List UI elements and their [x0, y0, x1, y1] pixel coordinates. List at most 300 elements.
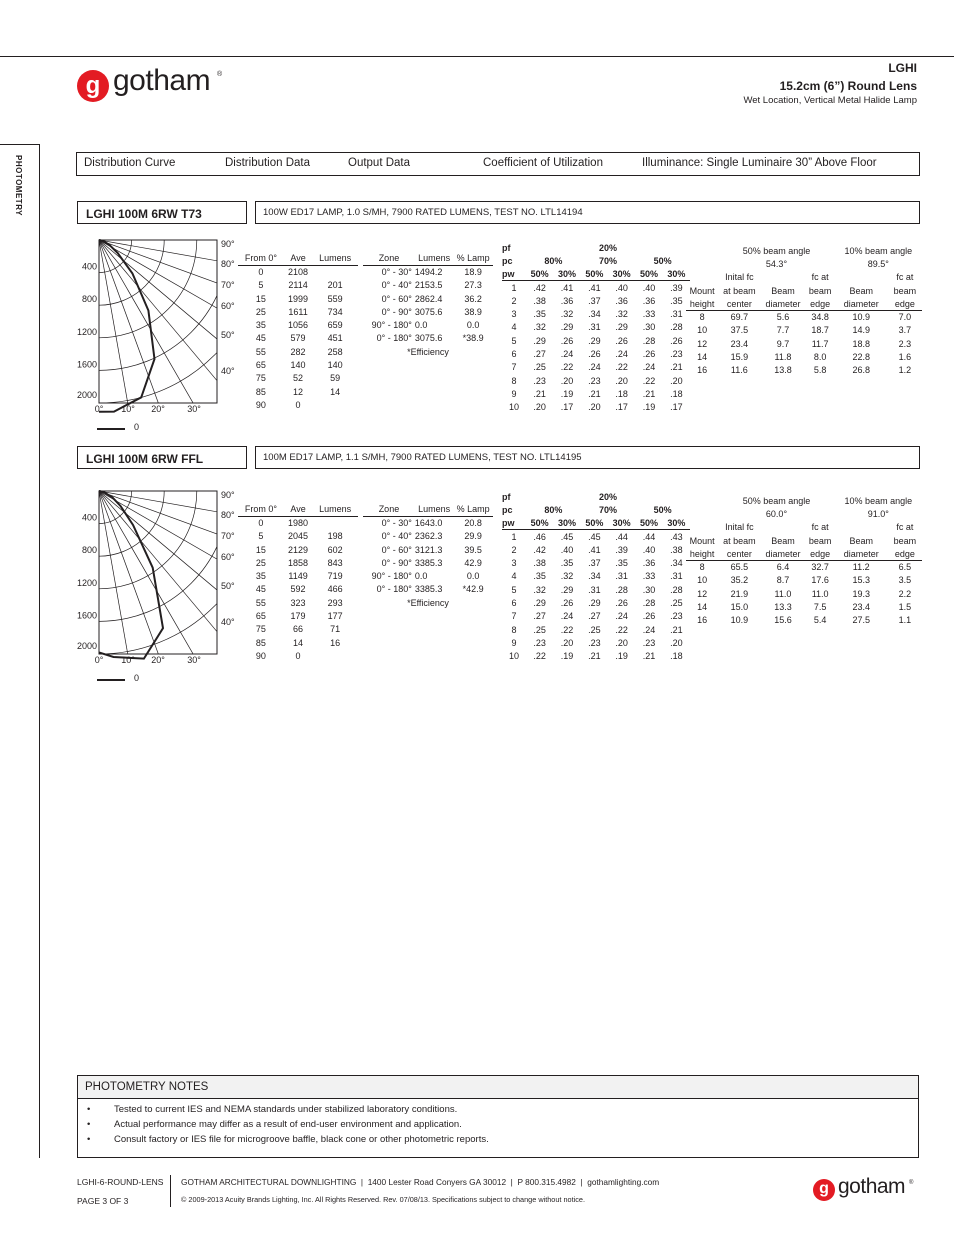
grid-radial-line — [99, 491, 240, 688]
illuminance-cell: 23.4 — [730, 338, 749, 349]
candela-cell: 71 — [330, 624, 341, 635]
cu-row — [502, 556, 690, 569]
illuminance-row — [686, 337, 922, 350]
cu-pf-value: 20% — [598, 242, 617, 253]
blank-cell — [686, 494, 718, 507]
tab-illuminance[interactable]: Illuminance: Single Luminaire 30” Above Floor — [642, 157, 877, 169]
cu-pc-value: 50% — [653, 255, 672, 266]
footer-page-number: PAGE 3 OF 3 — [77, 1196, 129, 1206]
illuminance-cell: 15.0 — [730, 602, 749, 613]
section-2-candela-table — [238, 503, 358, 663]
cu-pw-row — [502, 268, 690, 281]
candela-cell: 659 — [327, 320, 343, 331]
tab-distribution-data[interactable]: Distribution Data — [225, 157, 311, 169]
candela-row — [238, 318, 358, 331]
zonal-row — [363, 279, 493, 292]
cu-cell: .20 — [615, 375, 628, 386]
cu-cell: .26 — [588, 349, 601, 360]
beam50-label: 50% beam angle — [742, 245, 811, 256]
zonal-cell: 20.8 — [464, 518, 482, 529]
illuminance-cell: 22.8 — [852, 352, 870, 363]
illuminance-cell: 16 — [697, 365, 708, 376]
candela-cell: 45 — [255, 584, 266, 595]
column-header: Ave — [284, 252, 313, 265]
cu-pw-value: 30% — [608, 517, 635, 530]
blank-cell — [686, 257, 718, 270]
candela-row — [238, 372, 358, 385]
bullet-icon: • — [87, 1104, 91, 1115]
cu-row — [502, 307, 690, 320]
angle-label: 80° — [221, 510, 235, 520]
cu-pc-value: 70% — [598, 504, 617, 515]
column-header: From 0° — [238, 252, 284, 265]
column-header: Ave — [284, 503, 313, 516]
illuminance-cell: 11.6 — [730, 365, 748, 376]
efficiency-note: *Efficiency — [407, 598, 449, 609]
cu-cell: .21 — [670, 624, 683, 635]
beam-angle-value-row — [686, 257, 922, 270]
cu-cell: .22 — [533, 651, 546, 662]
candela-cell: 45 — [255, 333, 266, 344]
brand-name: gotham — [113, 64, 211, 97]
cu-cell: .23 — [533, 637, 546, 648]
beam10-label: 10% beam angle — [844, 245, 913, 256]
section-2-polar-chart — [70, 483, 240, 688]
cu-row — [502, 610, 690, 623]
illuminance-cell: 10.9 — [852, 312, 870, 323]
beam50-label: 50% beam angle — [742, 495, 811, 506]
cu-cell: .39 — [670, 282, 683, 293]
cu-pc-value: 70% — [598, 255, 617, 266]
cu-row — [502, 583, 690, 596]
cu-cell: 1 — [511, 531, 517, 542]
candela-cell: 734 — [327, 306, 343, 317]
illuminance-row — [686, 600, 922, 613]
illuminance-cell: 19.3 — [852, 588, 870, 599]
candela-cell: 90 — [255, 650, 266, 661]
angle-label: 80° — [221, 259, 235, 269]
illuminance-cell: 34.8 — [811, 312, 829, 323]
cu-cell: 6 — [511, 349, 517, 360]
grid-radial-line — [99, 491, 236, 688]
cu-row — [502, 361, 690, 374]
tab-coefficient-utilization[interactable]: Coefficient of Utilization — [483, 157, 603, 169]
illuminance-header-row — [686, 534, 922, 547]
column-header: Lumens — [312, 252, 358, 265]
angle-label: 90° — [221, 239, 235, 249]
illuminance-cell: 14 — [697, 602, 708, 613]
legend-value: 0 — [134, 422, 140, 432]
cu-row — [502, 596, 690, 609]
candela-cell: 75 — [255, 624, 266, 635]
cu-row — [502, 347, 690, 360]
candela-row — [238, 345, 358, 358]
candela-row — [238, 569, 358, 582]
column-header: fc at — [896, 272, 914, 283]
bottom-angle-label: 30° — [187, 655, 201, 665]
candela-row — [238, 556, 358, 569]
footer-brand-name: gotham — [838, 1175, 906, 1198]
zonal-cell: 38.9 — [464, 306, 482, 317]
cu-row — [502, 294, 690, 307]
radial-label: 1600 — [76, 359, 97, 370]
cu-pw-value: 50% — [581, 268, 608, 281]
zonal-cell: 2362.3 — [414, 531, 443, 542]
candela-cell: 25 — [255, 557, 266, 568]
candela-cell: 179 — [290, 611, 306, 622]
zonal-cell: 2862.4 — [414, 293, 443, 304]
cu-cell: .25 — [588, 624, 601, 635]
cu-cell: .34 — [588, 571, 601, 582]
zonal-cell: 3075.6 — [414, 333, 443, 344]
zonal-cell: 90° - 180° — [371, 320, 412, 331]
candela-row — [238, 649, 358, 662]
illuminance-row — [686, 574, 922, 587]
column-header: edge — [806, 547, 835, 560]
illuminance-cell: 10.9 — [730, 615, 749, 626]
zonal-cell: 18.9 — [464, 267, 482, 278]
illuminance-header-row — [686, 297, 922, 310]
zonal-cell: 1494.2 — [414, 267, 443, 278]
cu-cell: .31 — [588, 322, 601, 333]
candela-cell: 59 — [330, 373, 341, 384]
cu-cell: .34 — [670, 558, 683, 569]
section-1-cu-table — [502, 241, 690, 414]
illuminance-cell: 8 — [699, 312, 705, 323]
cu-pw-value: 50% — [581, 517, 608, 530]
illuminance-cell: 15.9 — [730, 352, 749, 363]
cu-cell: .40 — [642, 544, 656, 555]
radial-label: 400 — [81, 261, 97, 272]
column-header: at beam — [723, 535, 756, 546]
zonal-cell: 3385.3 — [414, 584, 443, 595]
illuminance-cell: 2.2 — [898, 588, 912, 599]
cu-cell: .38 — [533, 295, 546, 306]
tab-output-data[interactable]: Output Data — [348, 157, 411, 169]
candela-cell: 14 — [330, 386, 341, 397]
cu-cell: .18 — [615, 388, 628, 399]
candela-cell: 258 — [327, 346, 343, 357]
cu-cell: .28 — [670, 584, 683, 595]
cu-cell: .17 — [560, 402, 574, 413]
illuminance-cell: 35.2 — [730, 575, 749, 586]
cu-cell: 5 — [511, 335, 517, 346]
cu-cell: .22 — [615, 624, 628, 635]
cu-cell: 9 — [511, 637, 517, 648]
radial-label: 2000 — [76, 390, 97, 400]
candela-row — [238, 609, 358, 622]
cu-cell: .42 — [533, 282, 546, 293]
zonal-row — [363, 516, 493, 529]
candela-row — [238, 583, 358, 596]
column-header — [835, 271, 888, 284]
cu-cell: .32 — [533, 584, 546, 595]
cu-cell: .22 — [642, 375, 656, 386]
column-header — [760, 521, 805, 534]
column-header: diameter — [835, 547, 888, 560]
candela-row — [238, 543, 358, 556]
cu-pw-value: 50% — [526, 517, 553, 530]
section-2-cu-table — [502, 490, 690, 663]
cu-cell: .28 — [670, 322, 683, 333]
candela-cell: 843 — [327, 557, 343, 568]
cu-cell: .32 — [560, 571, 574, 582]
illuminance-cell: 65.5 — [730, 562, 749, 573]
illuminance-cell: 8.7 — [776, 575, 790, 586]
footer-divider — [170, 1175, 171, 1207]
cu-pf-row — [502, 490, 690, 503]
beam50-value: 54.3° — [765, 258, 788, 269]
gotham-logo-icon — [77, 70, 109, 102]
angle-label: 40° — [221, 366, 235, 376]
cu-cell: .44 — [642, 531, 656, 542]
column-header: Beam — [771, 285, 795, 296]
cu-pw-value: 30% — [663, 517, 690, 530]
candela-cell: 90 — [255, 399, 266, 410]
column-header: center — [718, 547, 760, 560]
tab-distribution-curve[interactable]: Distribution Curve — [84, 157, 176, 169]
illuminance-cell: 6.4 — [776, 562, 790, 573]
column-header: beam — [808, 285, 832, 296]
section-1-title: LGHI 100M 6RW T73 — [77, 201, 247, 224]
candela-cell — [312, 265, 358, 278]
cu-pc-row — [502, 503, 690, 516]
legend-value: 0 — [134, 673, 140, 683]
illuminance-header-row — [686, 271, 922, 284]
zonal-row — [363, 556, 493, 569]
cu-cell: 6 — [511, 598, 517, 609]
illuminance-cell: 5.4 — [813, 615, 827, 626]
illuminance-cell: 26.8 — [852, 365, 870, 376]
column-header: Mount — [689, 285, 715, 296]
candela-row — [238, 398, 358, 411]
candela-cell: 55 — [255, 346, 266, 357]
candela-cell: 592 — [290, 584, 306, 595]
illuminance-cell: 8 — [699, 562, 705, 573]
candela-cell: 282 — [290, 346, 306, 357]
cu-cell: .22 — [560, 362, 574, 373]
photometry-notes-title: PHOTOMETRY NOTES — [77, 1075, 919, 1099]
candela-row — [238, 623, 358, 636]
note-item: Consult factory or IES file for microgroove baffle, black cone or other photometric reports. — [114, 1134, 489, 1145]
candela-cell: 1056 — [288, 320, 309, 331]
illuminance-row — [686, 364, 922, 377]
beam10-label: 10% beam angle — [844, 495, 913, 506]
cu-pc-value: 50% — [653, 504, 672, 515]
cu-cell: .31 — [670, 571, 683, 582]
candela-cell: 198 — [327, 531, 343, 542]
candela-cell: 75 — [255, 373, 266, 384]
zonal-cell: 1643.0 — [414, 518, 443, 529]
candela-cell: 602 — [327, 544, 343, 555]
cu-cell: .35 — [670, 295, 683, 306]
cu-pw-value: 50% — [526, 268, 553, 281]
candela-cell: 5 — [258, 280, 264, 291]
illuminance-cell: 16 — [697, 615, 708, 626]
zonal-cell: 0° - 180° — [376, 584, 412, 595]
candela-row — [238, 305, 358, 318]
candela-cell — [312, 516, 358, 529]
zonal-note-row — [363, 596, 493, 609]
illuminance-cell: 17.6 — [811, 575, 829, 586]
candela-cell: 65 — [255, 360, 266, 371]
candela-row — [238, 596, 358, 609]
candela-row — [238, 636, 358, 649]
illuminance-cell: 10 — [697, 325, 708, 336]
cu-label: pw — [502, 268, 526, 281]
candela-row — [238, 279, 358, 292]
cu-cell: .35 — [533, 571, 546, 582]
section-1-description: 100W ED17 LAMP, 1.0 S/MH, 7900 RATED LUMENS, TEST NO. LTL14194 — [255, 201, 920, 224]
zonal-row — [363, 530, 493, 543]
zonal-note-row — [363, 345, 493, 358]
illuminance-row — [686, 614, 922, 627]
column-header: beam — [808, 535, 832, 546]
note-item: Actual performance may differ as a result of end-user environment and application. — [114, 1119, 462, 1130]
cu-cell: .19 — [560, 651, 574, 662]
grid-radial-line — [99, 491, 240, 688]
grid-radial-line — [99, 240, 240, 377]
zonal-cell: 0° - 60° — [381, 544, 412, 555]
candela-cell: 0 — [295, 650, 301, 661]
candela-cell: 52 — [293, 373, 304, 384]
cu-cell: .37 — [588, 295, 601, 306]
candela-cell: 140 — [327, 360, 343, 371]
cu-row — [502, 281, 690, 294]
bottom-angle-label: 20° — [151, 404, 165, 414]
candela-cell: 1149 — [288, 571, 308, 582]
cu-cell: .46 — [533, 531, 546, 542]
illuminance-cell: 12 — [697, 588, 708, 599]
column-header — [686, 521, 718, 534]
illuminance-cell: 13.8 — [774, 365, 792, 376]
column-header: height — [686, 297, 718, 310]
cu-cell: .31 — [588, 584, 601, 595]
column-header — [835, 521, 888, 534]
column-header: % Lamp — [453, 252, 493, 265]
cu-cell: .23 — [588, 637, 601, 648]
photometry-notes-list — [77, 1099, 919, 1158]
cu-pc-value: 80% — [544, 504, 563, 515]
cu-cell: .19 — [560, 388, 574, 399]
cu-cell: .44 — [615, 531, 628, 542]
candela-cell: 2114 — [288, 280, 308, 291]
cu-cell: .36 — [560, 295, 574, 306]
zonal-cell: 0° - 90° — [381, 557, 412, 568]
section-1-candela-table — [238, 252, 358, 412]
cu-cell: .42 — [533, 544, 546, 555]
zonal-cell: 3075.6 — [414, 306, 443, 317]
cu-pw-value: 30% — [553, 268, 580, 281]
cu-cell: .23 — [670, 349, 683, 360]
cu-cell: .45 — [588, 531, 601, 542]
cu-pc-row — [502, 254, 690, 267]
cu-pc-value: 80% — [544, 255, 563, 266]
cu-cell: .31 — [670, 309, 683, 320]
candela-cell: 201 — [327, 280, 343, 291]
column-header: Inital fc — [725, 522, 754, 533]
cu-label: pf — [502, 242, 511, 253]
column-header: edge — [806, 297, 835, 310]
cu-row — [502, 623, 690, 636]
cu-pw-value: 30% — [663, 268, 690, 281]
cu-cell: .28 — [615, 584, 628, 595]
section-1-illuminance-table — [686, 244, 922, 377]
section-2-illuminance-table — [686, 494, 922, 627]
illuminance-cell: 18.7 — [811, 325, 829, 336]
candela-cell: 12 — [293, 386, 304, 397]
candela-row — [238, 385, 358, 398]
column-header: beam — [893, 285, 917, 296]
cu-cell: .29 — [588, 598, 601, 609]
illuminance-row — [686, 587, 922, 600]
illuminance-cell: 3.7 — [898, 325, 912, 336]
cu-cell: .25 — [533, 624, 546, 635]
zonal-cell: 42.9 — [464, 557, 482, 568]
cu-cell: .26 — [560, 335, 574, 346]
zonal-row — [363, 265, 493, 278]
column-header: Lumens — [415, 503, 453, 516]
bottom-angle-label: 20° — [151, 655, 165, 665]
cu-cell: .24 — [615, 611, 628, 622]
section-2-zonal-table — [363, 503, 493, 609]
cu-cell: .35 — [533, 309, 546, 320]
cu-cell: .21 — [642, 651, 656, 662]
cu-cell: .41 — [560, 282, 574, 293]
cu-cell: .21 — [642, 388, 656, 399]
bullet-icon: • — [87, 1119, 91, 1130]
illuminance-cell: 27.5 — [852, 615, 870, 626]
cu-cell: .23 — [670, 611, 683, 622]
candela-cell: 85 — [255, 386, 266, 397]
cu-cell: .31 — [615, 571, 628, 582]
radial-label: 800 — [81, 545, 97, 556]
candela-cell: 719 — [327, 571, 343, 582]
cu-cell: .21 — [670, 362, 683, 373]
grid-radial-line — [99, 491, 240, 628]
cu-cell: .26 — [642, 611, 656, 622]
bottom-angle-label: 10° — [121, 655, 135, 665]
candela-cell: 140 — [290, 360, 306, 371]
candela-row — [238, 292, 358, 305]
zonal-cell: 90° - 180° — [371, 571, 412, 582]
candela-cell: 2108 — [288, 267, 309, 278]
illuminance-cell: 8.0 — [813, 352, 827, 363]
column-header: edge — [888, 547, 922, 560]
column-header: center — [718, 297, 760, 310]
blank-cell — [686, 507, 718, 520]
zonal-row — [363, 543, 493, 556]
illuminance-cell: 11.2 — [852, 562, 870, 573]
zonal-cell: 27.3 — [464, 280, 482, 291]
cu-cell: .26 — [615, 598, 628, 609]
candela-cell — [312, 398, 358, 411]
header-rule — [0, 56, 954, 57]
candela-cell: 2045 — [288, 531, 309, 542]
cu-cell: .26 — [615, 335, 628, 346]
cu-cell: .28 — [642, 335, 656, 346]
note-item: Tested to current IES and NEMA standards under stabilized laboratory conditions. — [114, 1104, 458, 1115]
cu-cell: .27 — [588, 611, 601, 622]
zonal-cell: 0° - 60° — [381, 293, 412, 304]
cu-label: pc — [502, 504, 513, 515]
candela-cell: 293 — [327, 597, 343, 608]
cu-cell: .32 — [560, 309, 574, 320]
illuminance-cell: 1.5 — [898, 602, 912, 613]
cu-row — [502, 401, 690, 414]
blank-cell — [686, 244, 718, 257]
candela-cell: 25 — [255, 306, 266, 317]
